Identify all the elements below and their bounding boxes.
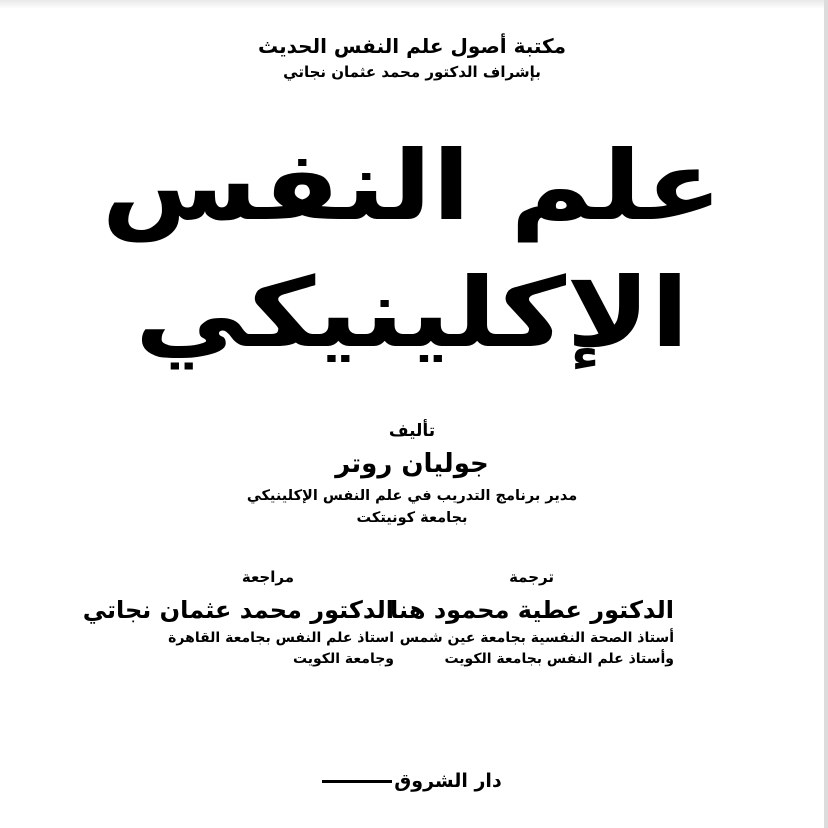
- author-name: جوليان روتر: [335, 449, 489, 479]
- series-supervision: بإشراف الدكتور محمد عثمان نجاتي: [283, 63, 541, 81]
- translator-name: الدكتور عطية محمود هنا: [390, 596, 674, 624]
- publisher-name: دار الشروق: [394, 770, 502, 792]
- reviewer-block: [83, 568, 394, 670]
- book-title-line-1: علم النفس: [101, 130, 723, 242]
- translator-label: ترجمة: [509, 568, 554, 586]
- publisher-rule: [322, 780, 392, 783]
- reviewer-label: مراجعة: [241, 568, 294, 586]
- reviewer-credential-1: استاذ علم النفس بجامعة القاهرة: [168, 630, 394, 646]
- author-label: تأليف: [388, 421, 436, 441]
- translator-credential-1: أستاذ الصحة النفسية بجامعة عين شمس: [399, 630, 674, 646]
- author-affiliation: بجامعة كونيتكت: [356, 510, 468, 526]
- window-right-edge: [824, 0, 828, 828]
- publisher-imprint: [0, 770, 824, 792]
- translator-credential-2: وأستاذ علم النفس بجامعة الكويت: [444, 651, 674, 667]
- book-title-line-2: الإكلينيكي: [134, 257, 690, 369]
- author-position: مدير برنامج التدريب في علم النفس الإكلينيكي: [246, 488, 578, 504]
- reviewer-credential-2: وجامعة الكويت: [292, 651, 394, 667]
- translator-block: [390, 568, 674, 670]
- document-sheet: [0, 8, 824, 828]
- series-title: مكتبة أصول علم النفس الحديث: [257, 34, 567, 58]
- reviewer-name: الدكتور محمد عثمان نجاتي: [82, 596, 394, 624]
